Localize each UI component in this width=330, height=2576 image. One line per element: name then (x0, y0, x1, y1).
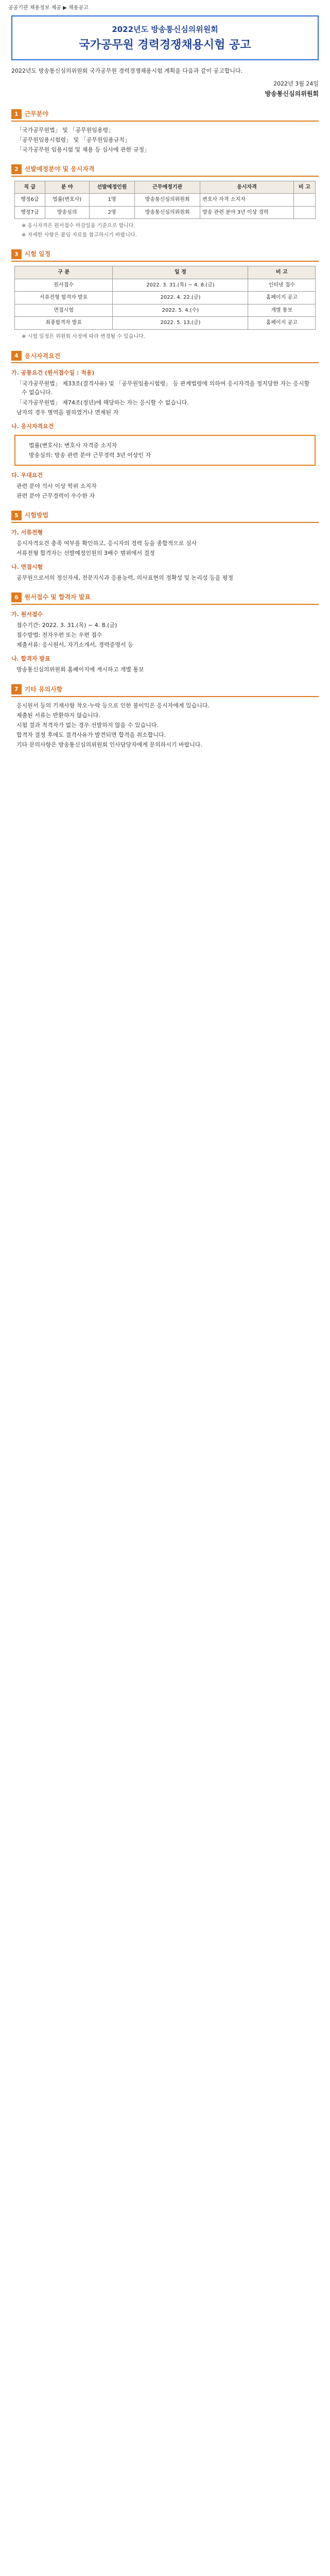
section-6-header (11, 592, 319, 605)
s6-item: 접수기간: 2022. 3. 31.(목) ~ 4. 8.(금) (16, 622, 117, 629)
cell: 방송통신심의위원회 (135, 194, 200, 207)
agency-name: 방송통신심의위원회 (265, 90, 319, 97)
s6-sub1: 가. 원서접수 (11, 611, 43, 618)
cell: 원서접수 (15, 279, 113, 292)
section-5 (8, 511, 322, 582)
cell: 법률(변호사) (45, 194, 89, 207)
col-header: 선발예정인원 (89, 181, 135, 194)
s4-sub2: 나. 응시자격요건 (11, 422, 54, 430)
cell: 2022. 3. 31.(목) ~ 4. 8.(금) (113, 279, 248, 292)
section-2-num: 2 (11, 164, 22, 174)
s3-note: ※ 시험 일정은 위원회 사정에 따라 변경될 수 있습니다. (22, 333, 145, 340)
section-4-num: 4 (11, 351, 22, 361)
section-5-num: 5 (11, 511, 22, 520)
table-row (15, 206, 316, 219)
s4-item: 「국가공무원법」 제33조(결격사유) 및 「공무원임용시험령」 등 관계법령에 의하여 응시자격을 정지당한 자는 응시할 수 없습니다. (16, 380, 310, 396)
s2-note: ※ 응시자격은 원서접수 마감일을 기준으로 합니다. (22, 223, 135, 229)
announce-date: 2022년 3월 24일 (273, 80, 319, 87)
s5-sub1: 가. 서류전형 (11, 529, 43, 536)
cell: 홈페이지 공고 (248, 292, 316, 304)
cell: 1명 (89, 194, 135, 207)
section-6-num: 6 (11, 592, 22, 602)
section-2-header (11, 164, 319, 177)
section-4 (8, 351, 322, 500)
table-row (15, 279, 316, 292)
positions-table (14, 181, 316, 219)
section-1-num: 1 (11, 109, 22, 119)
s7-item: 합격자 결정 후에도 결격사유가 발견되면 합격을 취소합니다. (16, 731, 166, 738)
requirements-box (14, 435, 316, 466)
section-3-header (11, 249, 319, 262)
col-header: 응시자격 (200, 181, 294, 194)
cell (293, 206, 315, 219)
cell (293, 194, 315, 207)
s7-item: 제출된 서류는 반환하지 않습니다. (16, 711, 100, 719)
table-row (15, 304, 316, 317)
intro-text: 2022년도 방송통신심의위원회 국가공무원 경력경쟁채용시험 계획을 다음과 같이 공고합니다. (11, 67, 243, 74)
s2-note: ※ 자세한 사항은 붙임 자료를 참고하시기 바랍니다. (22, 232, 137, 238)
cell: 2022. 5. 4.(수) (113, 304, 248, 317)
section-3-num: 3 (11, 249, 22, 259)
section-2 (8, 164, 322, 240)
top-label: 공공기관 채용정보 제공 ▶ 채용공고 (8, 5, 89, 11)
title-line1: 2022년도 방송통신심의위원회 (112, 24, 218, 34)
s4-req: 법률(변호사): 변호사 자격증 소지자 (29, 442, 117, 449)
s1-item: 「국가공무원법」 및 「공무원임용령」 (16, 126, 114, 133)
cell: 변호사 자격 소지자 (200, 194, 294, 207)
section-7-header (11, 684, 319, 697)
s5-item: 공무원으로서의 정신자세, 전문지식과 응용능력, 의사표현의 정확성 및 논리성 등을 평정 (16, 574, 233, 582)
s6-sub2: 나. 합격자 발표 (11, 655, 50, 663)
cell: 행정6급 (15, 194, 45, 207)
s7-item: 기타 문의사항은 방송통신심의위원회 인사담당자에게 문의하시기 바랍니다. (16, 741, 203, 748)
cell: 방송심의 (45, 206, 89, 219)
s4-pref: 관련 분야 석사 이상 학위 소지자 (16, 482, 97, 489)
s6-item: 제출서류: 응시원서, 자기소개서, 경력증명서 등 (16, 641, 133, 649)
title-box (11, 15, 319, 60)
col-header: 비 고 (293, 181, 315, 194)
section-7-num: 7 (11, 684, 22, 694)
cell: 면접시험 (15, 304, 113, 317)
s6-item: 방송통신심의위원회 홈페이지에 게시하고 개별 통보 (16, 666, 144, 673)
schedule-table (14, 266, 316, 330)
s7-item: 응시원서 등의 기재사항 착오·누락 등으로 인한 불이익은 응시자에게 있습니다. (16, 702, 210, 709)
section-4-title: 응시자격요건 (24, 352, 61, 360)
section-7 (8, 684, 322, 749)
s4-item: 「국가공무원법」 제74조(정년)에 해당하는 자는 응시할 수 없습니다. (16, 399, 189, 406)
cell: 행정7급 (15, 206, 45, 219)
section-7-title: 기타 유의사항 (24, 685, 63, 693)
section-5-header (11, 511, 319, 523)
s6-item: 접수방법: 전자우편 또는 우편 접수 (16, 632, 102, 639)
section-6-title: 원서접수 및 합격자 발표 (24, 594, 91, 601)
section-1-header (11, 109, 319, 122)
cell: 2명 (89, 206, 135, 219)
s4-item: 남자의 경우 병역을 필하였거나 면제된 자 (16, 409, 119, 416)
title-line2: 국가공무원 경력경쟁채용시험 공고 (79, 38, 251, 52)
s5-sub2: 나. 면접시험 (11, 564, 43, 571)
cell: 2022. 5. 13.(금) (113, 317, 248, 330)
s4-req: 방송심의: 방송 관련 분야 근무경력 3년 이상인 자 (29, 451, 151, 459)
section-4-header (11, 351, 319, 363)
col-header: 직 급 (15, 181, 45, 194)
table-row (15, 194, 316, 207)
s5-item: 응시자격요건 충족 여부를 확인하고, 응시자의 경력 등을 종합적으로 심사 (16, 539, 197, 547)
s4-sub3: 다. 우대요건 (11, 471, 43, 479)
cell: 방송 관련 분야 3년 이상 경력 (200, 206, 294, 219)
s4-sub1: 가. 공통요건 (원서접수일 : 적용) (11, 369, 95, 377)
section-6 (8, 592, 322, 674)
cell: 홈페이지 공고 (248, 317, 316, 330)
col-header: 분 야 (45, 181, 89, 194)
section-1 (8, 109, 322, 154)
s4-pref: 관련 분야 근무경력이 우수한 자 (16, 492, 95, 499)
col-header: 일 정 (113, 266, 248, 279)
cell: 최종합격자 발표 (15, 317, 113, 330)
s1-item: 「공무원임용시험령」 및 「공무원임용규칙」 (16, 136, 131, 143)
cell: 개별 통보 (248, 304, 316, 317)
s7-item: 시험 결과 적격자가 없는 경우 선발하지 않을 수 있습니다. (16, 721, 159, 728)
cell: 서류전형 합격자 발표 (15, 292, 113, 304)
section-5-title: 시험방법 (24, 512, 49, 519)
col-header: 근무예정기관 (135, 181, 200, 194)
section-1-title: 근무분야 (24, 110, 49, 117)
section-3 (8, 249, 322, 341)
section-3-title: 시험 일정 (24, 250, 51, 258)
col-header: 비 고 (248, 266, 316, 279)
s5-item: 서류전형 합격자는 선발예정인원의 3배수 범위에서 결정 (16, 550, 155, 557)
cell: 인터넷 접수 (248, 279, 316, 292)
cell: 방송통신심의위원회 (135, 206, 200, 219)
table-row (15, 292, 316, 304)
table-row (15, 317, 316, 330)
section-2-title: 선발예정분야 및 응시자격 (24, 165, 95, 173)
s1-item: 「국가공무원 임용시험 및 채용 등 심사에 관한 규정」 (16, 146, 150, 153)
col-header: 구 분 (15, 266, 113, 279)
cell: 2022. 4. 22.(금) (113, 292, 248, 304)
